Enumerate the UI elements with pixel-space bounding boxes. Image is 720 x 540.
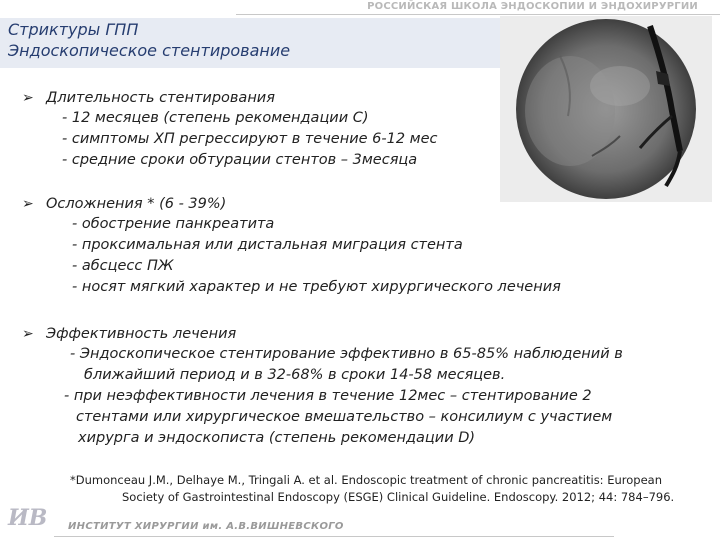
list-item: - симптомы ХП регрессируют в течение 6-12 мес xyxy=(62,131,438,147)
school-name: РОССИЙСКАЯ ШКОЛА ЭНДОСКОПИИ И ЭНДОХИРУРГИИ xyxy=(367,1,698,12)
list-item: - при неэффективности лечения в течение 12мес – стентирование 2 xyxy=(64,388,592,404)
section-heading-row xyxy=(22,88,502,108)
section-heading-row xyxy=(22,324,702,344)
section-effectiveness xyxy=(22,324,702,446)
list-item: - Эндоскопическое стентирование эффективно в 65-85% наблюдений в xyxy=(70,346,623,362)
list-item: - абсцесс ПЖ xyxy=(72,258,174,274)
institute-logo: ИВ xyxy=(8,505,48,531)
list-item-continuation: ближайший период и в 32-68% в сроки 14-58 месяцев. xyxy=(84,367,506,383)
list-item-continuation: стентами или хирургическое вмешательство – консилиум с участием xyxy=(76,409,613,425)
section-stenting-duration xyxy=(22,88,502,168)
section-heading: Длительность стентирования xyxy=(46,90,275,106)
list-item: - обострение панкреатита xyxy=(72,216,275,232)
section-heading-row xyxy=(22,194,682,214)
arrow-bullet-icon: ➢ xyxy=(22,90,34,106)
list-item: - 12 месяцев (степень рекомендации С) xyxy=(62,110,369,126)
section-heading: Эффективность лечения xyxy=(46,326,237,342)
list-item: - средние сроки обтурации стентов – 3месяца xyxy=(62,152,418,168)
xray-illustration xyxy=(500,16,712,202)
reference-line-1: *Dumonceau J.M., Delhaye M., Tringali A. et al. Endoscopic treatment of chronic pancreatitis: European xyxy=(70,473,662,487)
list-item: - проксимальная или дистальная миграция стента xyxy=(72,237,463,253)
arrow-bullet-icon: ➢ xyxy=(22,326,34,342)
fluoroscopy-image xyxy=(500,16,712,202)
list-item-continuation: хирурга и эндоскописта (степень рекомендации D) xyxy=(78,430,476,446)
reference-line-2: Society of Gastrointestinal Endoscopy (ESGE) Clinical Guideline. Endoscopy. 2012; 44: 784–796. xyxy=(122,490,675,504)
footer-divider xyxy=(54,536,614,537)
section-heading: Осложнения * (6 - 39%) xyxy=(46,196,227,212)
slide-subtitle: Эндоскопическое стентирование xyxy=(8,41,291,60)
arrow-bullet-icon: ➢ xyxy=(22,196,34,212)
institute-name: ИНСТИТУТ ХИРУРГИИ им. А.В.ВИШНЕВСКОГО xyxy=(68,521,344,532)
slide-title: Стриктуры ГПП xyxy=(8,20,139,39)
section-complications xyxy=(22,194,682,295)
list-item: - носят мягкий характер и не требуют хирургического лечения xyxy=(72,279,561,295)
header-divider xyxy=(236,14,720,15)
